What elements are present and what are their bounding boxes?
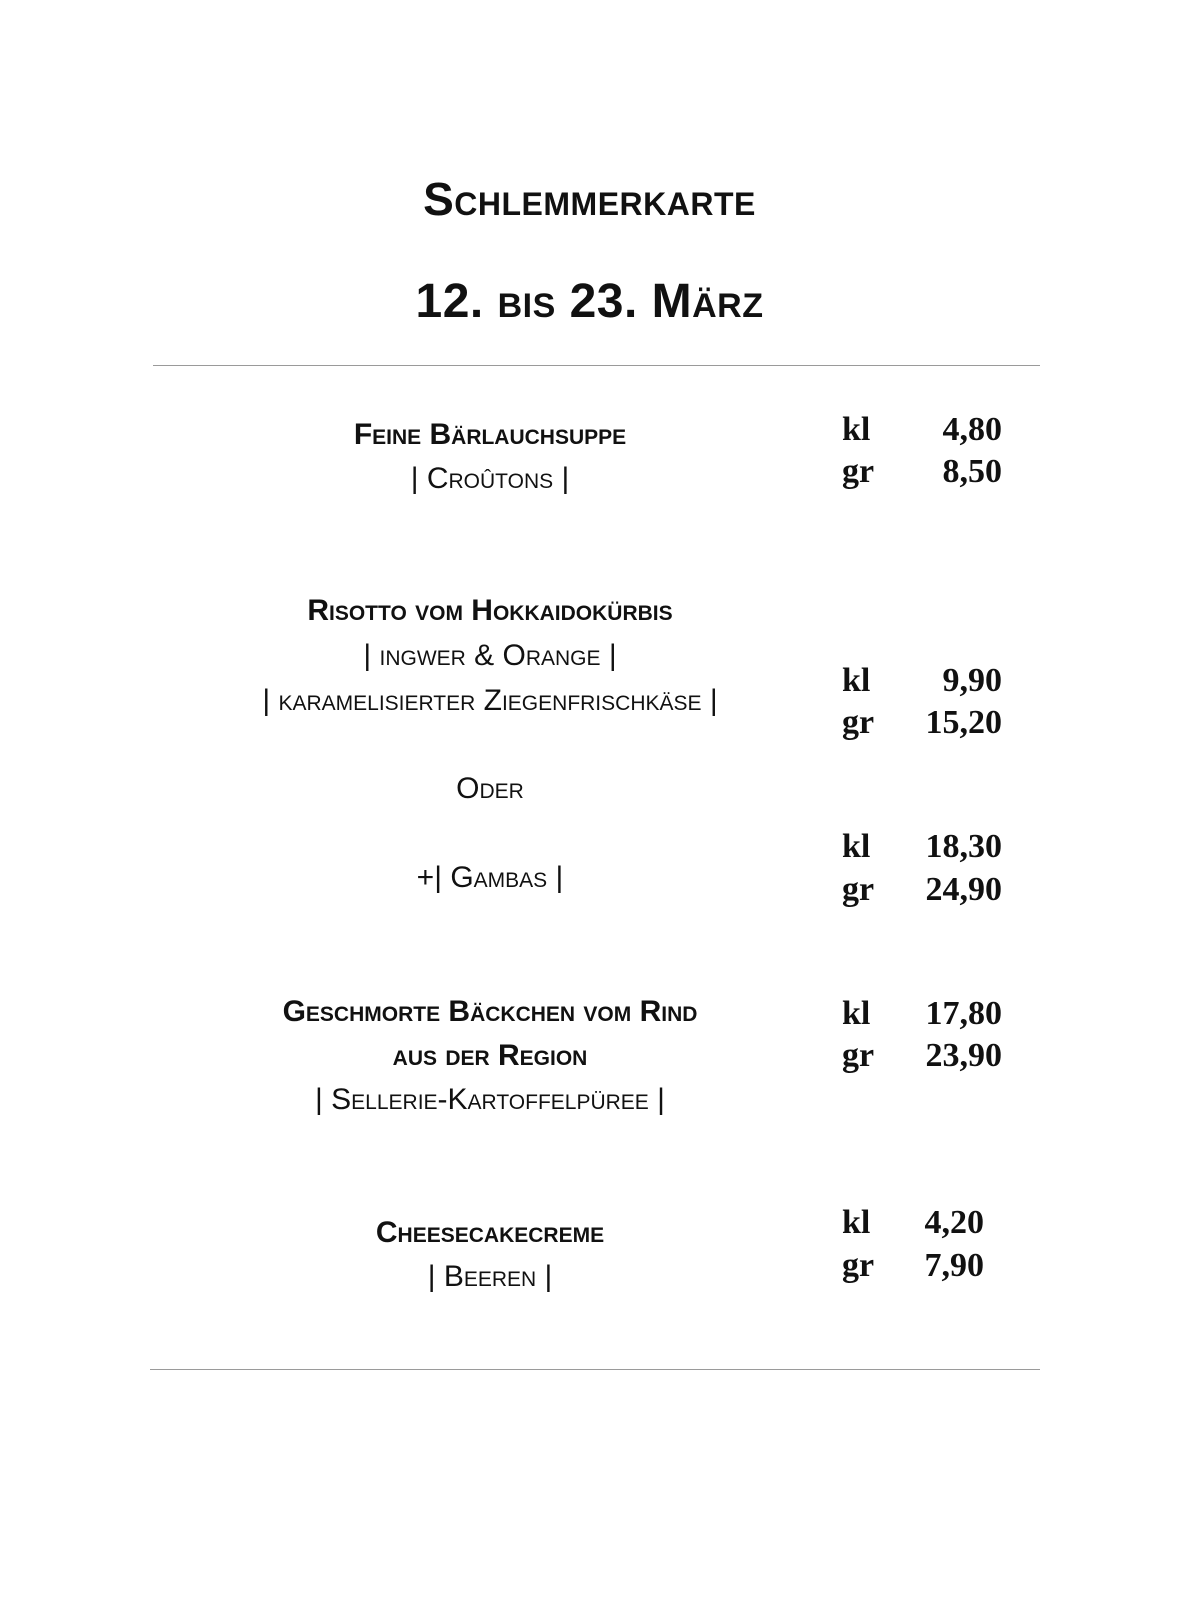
price-value: 4,80: [942, 411, 1002, 448]
dish-side: | Beeren |: [427, 1260, 553, 1293]
option-label: +| Gambas |: [416, 861, 564, 894]
dish-name: Geschmorte Bäckchen vom Rind: [282, 995, 698, 1028]
price-row-small: [842, 411, 1002, 449]
size-label: gr: [842, 453, 875, 490]
dish-name: Risotto vom Hokkaidokürbis: [307, 594, 673, 627]
price-row-large: [842, 1247, 1002, 1285]
option-connector: Oder: [456, 772, 524, 805]
dish-side: | ingwer & Orange |: [363, 639, 617, 672]
option-price-row-large: [842, 871, 1002, 909]
menu-date-range: 12. bis 23. März: [415, 275, 764, 328]
price-value: 4,20: [924, 1204, 984, 1241]
price-row-small: [842, 995, 1002, 1033]
size-label: gr: [842, 871, 875, 908]
size-label: kl: [842, 995, 871, 1032]
bottom-divider: [150, 1369, 1040, 1370]
size-label: kl: [842, 1204, 871, 1241]
price-row-large: [842, 1037, 1002, 1075]
size-label: gr: [842, 1247, 875, 1284]
option-price-row-small: [842, 828, 1002, 866]
price-value: 23,90: [925, 1037, 1002, 1074]
price-value: 18,30: [925, 828, 1002, 865]
size-label: kl: [842, 662, 871, 699]
price-value: 17,80: [925, 995, 1002, 1032]
dish-side: | karamelisierter Ziegenfrischkäse |: [262, 684, 718, 717]
price-value: 24,90: [925, 871, 1002, 908]
size-label: gr: [842, 1037, 875, 1074]
size-label: kl: [842, 828, 871, 865]
dish-name: Feine Bärlauchsuppe: [353, 418, 627, 451]
price-row-small: [842, 1204, 1002, 1242]
price-row-large: [842, 704, 1002, 742]
menu-title: Schlemmerkarte: [423, 173, 756, 225]
dish-name: Cheesecakecreme: [375, 1216, 605, 1249]
size-label: gr: [842, 704, 875, 741]
price-value: 15,20: [925, 704, 1002, 741]
price-value: 7,90: [924, 1247, 984, 1284]
price-value: 9,90: [942, 662, 1002, 699]
price-row-small: [842, 662, 1002, 700]
dish-name-continued: aus der Region: [392, 1039, 588, 1072]
price-value: 8,50: [942, 453, 1002, 490]
dish-side: | Sellerie-Kartoffelpüree |: [315, 1083, 665, 1116]
dish-side: | Croûtons |: [410, 462, 570, 495]
size-label: kl: [842, 411, 871, 448]
price-row-large: [842, 453, 1002, 491]
top-divider: [153, 365, 1040, 366]
